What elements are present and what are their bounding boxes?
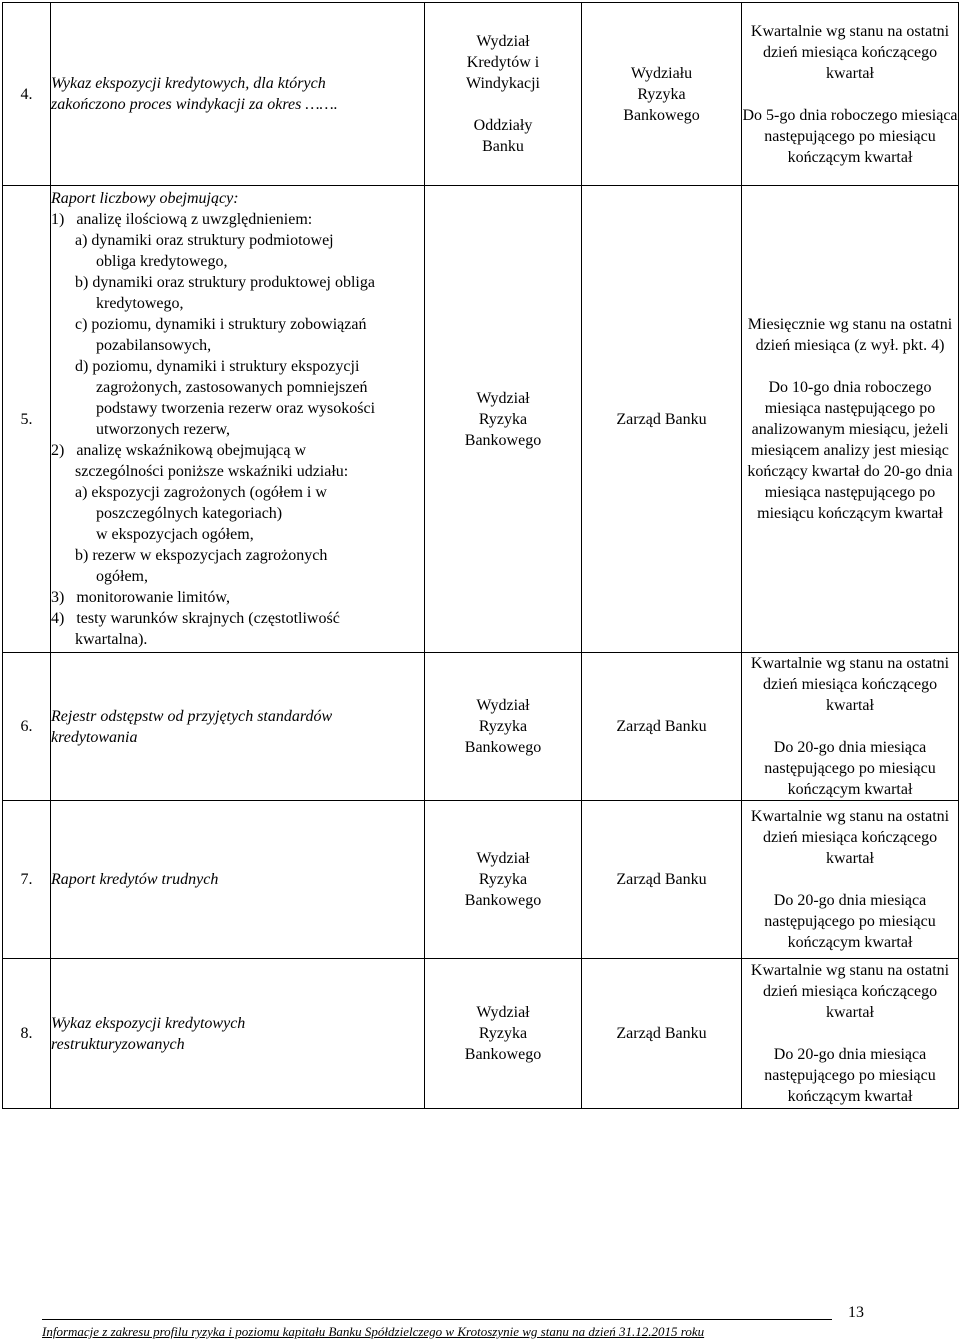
row-number: 8. [3,959,51,1109]
report-title: Raport kredytów trudnych [51,871,219,888]
prepared-by [425,653,582,801]
prepared-by-unit: Wydział Ryzyka Bankowego [464,1004,542,1063]
list-item: b) rezerw w ekspozycjach zagrożonych [75,547,328,564]
prepared-by [425,959,582,1109]
list-item-cont: poszczególnych kategoriach) [96,505,283,522]
footer-divider [42,1319,832,1320]
frequency-text: Miesięcznie wg stanu na ostatni dzień miesiąca (z wył. pkt. 4) [747,316,953,354]
list-item-cont: zagrożonych, zastosowanych pomniejszeń [96,379,368,396]
frequency-text: Kwartalnie wg stanu na ostatni dzień miesiąca kończącego kwartał [750,655,950,714]
table-row [3,653,959,801]
recipient-unit: Zarząd Banku [616,1025,707,1042]
list-item: a) ekspozycji zagrożonych (ogółem i w [75,484,327,501]
report-description [51,186,425,653]
table-row [3,959,959,1109]
prepared-by [425,801,582,959]
prepared-by-unit-2: Oddziały Banku [473,117,533,155]
recipient [582,801,742,959]
recipient-unit: Zarząd Banku [616,410,707,428]
recipient-unit: Wydziału Ryzyka Bankowego [623,64,700,124]
deadline-text: Do 20-go dnia miesiąca następującego po miesiącu kończącym kwartał [764,739,936,798]
list-item-cont: w ekspozycjach ogółem, [96,526,254,543]
table-row [3,3,959,186]
deadline-text: Do 10-go dnia roboczego miesiąca następującego po analizowanym miesiącu, jeżeli miesiącem analizy jest miesiąc kończący kwartał do 20-go dnia miesiąca następującego po miesiącu kończącym kwartał [747,379,953,522]
row-number: 7. [3,801,51,959]
frequency-text: Kwartalnie wg stanu na ostatni dzień miesiąca kończącego kwartał [750,808,950,867]
list-item-cont: podstawy tworzenia rezerw oraz wysokości [96,400,376,417]
list-item: d) poziomu, dynamiki i struktury ekspozycji [75,358,360,375]
list-item: 1) analizę ilościową z uwzględnieniem: [51,211,313,228]
list-item-cont: ogółem, [96,568,148,585]
frequency-deadline [742,653,959,801]
recipient [582,959,742,1109]
deadline-text: Do 20-go dnia miesiąca następującego po miesiącu kończącym kwartał [764,892,936,951]
prepared-by [425,3,582,186]
frequency-deadline [742,3,959,186]
deadline-text: Do 20-go dnia miesiąca następującego po miesiącu kończącym kwartał [764,1046,936,1105]
report-description [51,3,425,186]
list-item-cont: pozabilansowych, [96,337,212,354]
recipient [582,653,742,801]
report-description [51,801,425,959]
list-item-cont: utworzonych rezerw, [96,421,231,438]
recipient [582,186,742,653]
list-item: a) dynamiki oraz struktury podmiotowej [75,232,334,249]
reporting-table [2,2,959,1109]
report-description [51,959,425,1109]
prepared-by-unit: Wydział Ryzyka Bankowego [464,850,542,909]
frequency-deadline [742,186,959,653]
table-row [3,186,959,653]
frequency-deadline [742,959,959,1109]
list-item: 3) monitorowanie limitów, [51,589,230,606]
report-title: Wykaz ekspozycji kredytowych restrukturyzowanych [51,1014,246,1053]
list-item: b) dynamiki oraz struktury produktowej obliga [75,274,375,291]
list-item-cont: obliga kredytowego, [96,253,228,270]
row-number: 4. [3,3,51,186]
prepared-by [425,186,582,653]
recipient-unit: Zarząd Banku [616,718,707,735]
list-item: 2) analizę wskaźnikową obejmującą w [51,442,307,459]
frequency-text: Kwartalnie wg stanu na ostatni dzień miesiąca kończącego kwartał [750,22,950,82]
row-number: 6. [3,653,51,801]
frequency-text: Kwartalnie wg stanu na ostatni dzień miesiąca kończącego kwartał [750,962,950,1021]
list-item-cont: kwartalna). [75,631,148,648]
list-item: 4) testy warunków skrajnych (częstotliwość [51,610,340,627]
list-item-cont: szczególności poniższe wskaźniki udziału: [75,463,349,480]
recipient-unit: Zarząd Banku [616,871,707,888]
prepared-by-unit: Wydział Ryzyka Bankowego [464,389,542,449]
list-item: c) poziomu, dynamiki i struktury zobowiązań [75,316,367,333]
prepared-by-unit: Wydział Ryzyka Bankowego [464,697,542,756]
footer-text: Informacje z zakresu profilu ryzyka i poziomu kapitału Banku Spółdzielczego w Krotoszynie wg stanu na dzień 31.12.2015 roku [42,1324,705,1339]
report-title: Rejestr odstępstw od przyjętych standardów kredytowania [51,707,333,746]
report-description [51,653,425,801]
list-item-cont: kredytowego, [96,295,184,312]
deadline-text: Do 5-go dnia roboczego miesiąca następującego po miesiącu kończącym kwartał [742,106,958,166]
page-number: 13 [848,1304,864,1321]
prepared-by-unit: Wydział Kredytów i Windykacji [466,33,540,92]
report-title: Raport liczbowy obejmujący: [51,190,239,207]
row-number: 5. [3,186,51,653]
report-title: Wykaz ekspozycji kredytowych, dla których zakończono proces windykacji za okres ……. [51,75,338,113]
table-row [3,801,959,959]
frequency-deadline [742,801,959,959]
recipient [582,3,742,186]
